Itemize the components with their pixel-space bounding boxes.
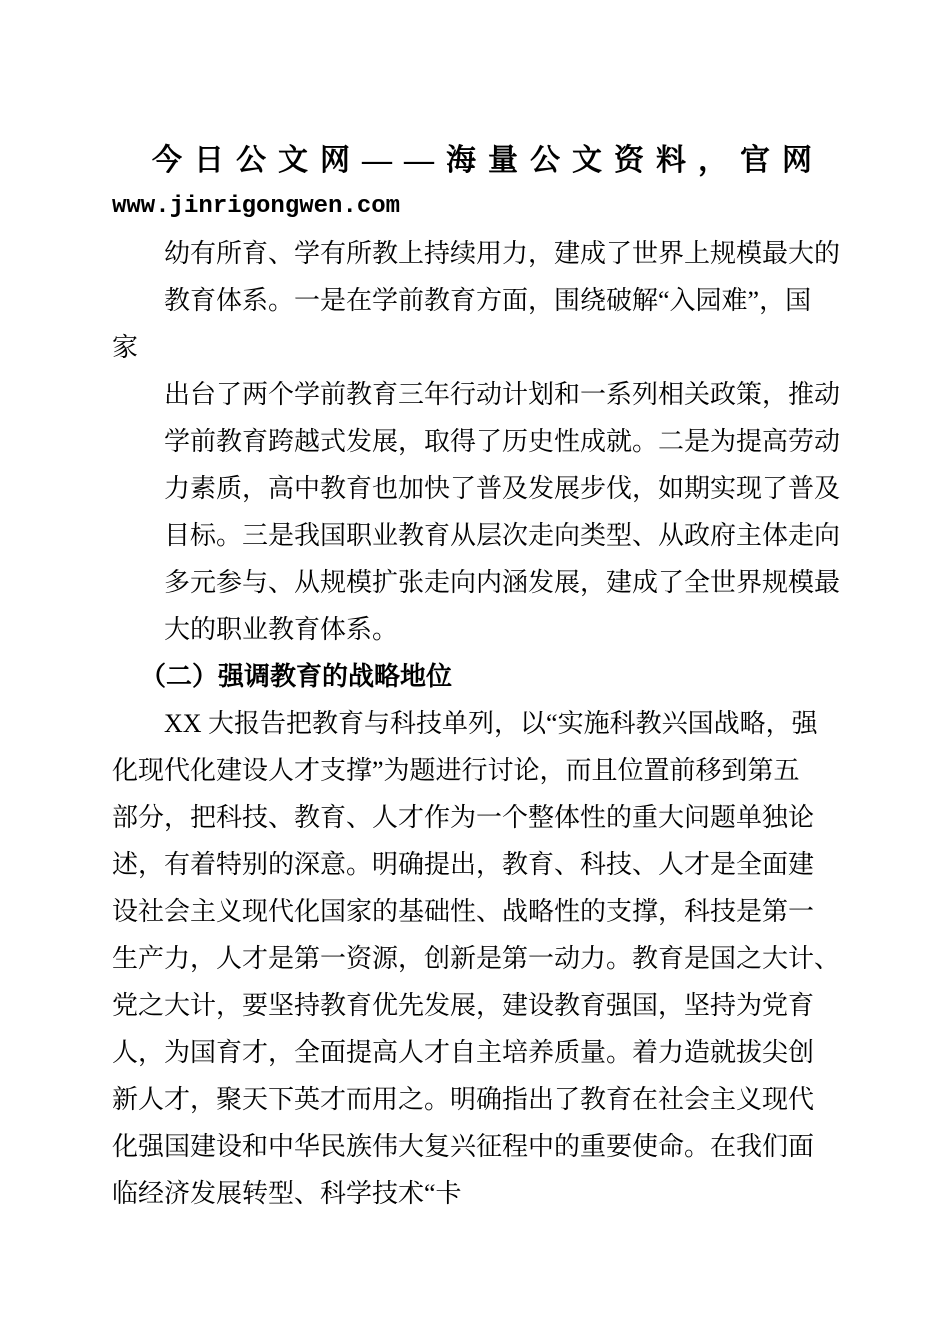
doc-line: 力素质，高中教育也加快了普及发展步伐，如期实现了普及 bbox=[164, 474, 841, 503]
section-heading: （二）强调教育的战略地位 bbox=[140, 662, 453, 691]
doc-line: XX 大报告把教育与科技单列，以“实施科教兴国战略，强 bbox=[164, 709, 818, 738]
doc-line: 目标。三是我国职业教育从层次走向类型、从政府主体走向 bbox=[164, 521, 841, 550]
doc-line: 教育体系。一是在学前教育方面，围绕破解“入园难”，国 bbox=[164, 286, 812, 315]
doc-line: 大的职业教育体系。 bbox=[164, 615, 399, 644]
doc-line: 多元参与、从规模扩张走向内涵发展，建成了全世界规模最 bbox=[164, 568, 841, 597]
doc-line: 人，为国育才，全面提高人才自主培养质量。着力造就拔尖创 bbox=[112, 1038, 815, 1067]
doc-line: 部分，把科技、教育、人才作为一个整体性的重大问题单独论 bbox=[112, 803, 815, 832]
doc-line: 化现代化建设人才支撑”为题进行讨论，而且位置前移到第五 bbox=[112, 756, 800, 785]
doc-line: 述，有着特别的深意。明确提出，教育、科技、人才是全面建 bbox=[112, 850, 815, 879]
doc-line: 临经济发展转型、科学技术“卡 bbox=[112, 1179, 462, 1208]
doc-line: 新人才，聚天下英才而用之。明确指出了教育在社会主义现代 bbox=[112, 1085, 815, 1114]
doc-line: 家 bbox=[112, 333, 139, 362]
site-header-title: 今日公文网——海量公文资料，官网 bbox=[152, 144, 824, 177]
doc-line: 党之大计，要坚持教育优先发展，建设教育强国，坚持为党育 bbox=[112, 991, 815, 1020]
doc-line: 幼有所育、学有所教上持续用力，建成了世界上规模最大的 bbox=[164, 239, 841, 268]
document-body bbox=[112, 0, 841, 1217]
site-header-url: www.jinrigongwen.com bbox=[112, 193, 401, 220]
doc-line: 出台了两个学前教育三年行动计划和一系列相关政策，推动 bbox=[164, 380, 841, 409]
doc-line: 学前教育跨越式发展，取得了历史性成就。二是为提高劳动 bbox=[164, 427, 841, 456]
doc-line: 生产力，人才是第一资源，创新是第一动力。教育是国之大计、 bbox=[112, 944, 841, 973]
doc-line: 化强国建设和中华民族伟大复兴征程中的重要使命。在我们面 bbox=[112, 1132, 815, 1161]
doc-line: 设社会主义现代化国家的基础性、战略性的支撑，科技是第一 bbox=[112, 897, 815, 926]
